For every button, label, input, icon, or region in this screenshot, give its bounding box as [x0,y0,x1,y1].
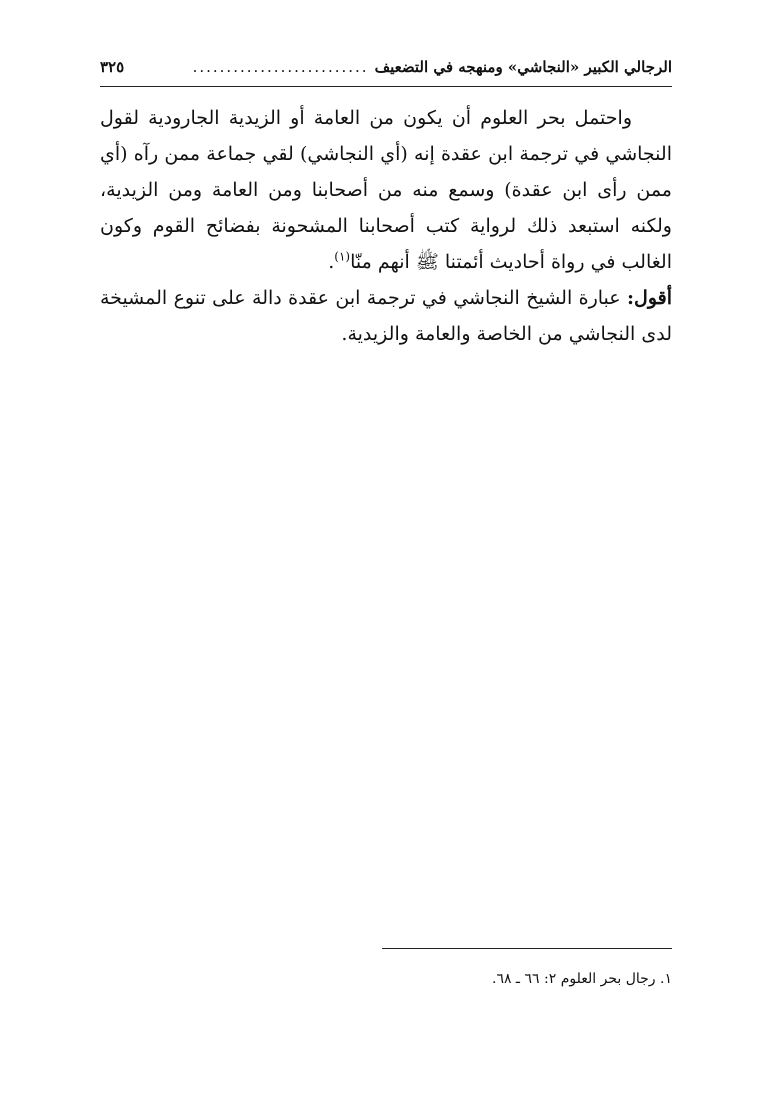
paragraph-2-lead: أقول: [627,287,672,309]
footnote-ref-1[interactable]: (١) [334,249,351,264]
header-divider [100,86,672,87]
paragraph-1 [100,100,672,280]
paragraph-1-end: . [328,251,335,273]
running-header [100,58,672,88]
paragraph-2 [100,280,672,352]
header-leader-dots: .......................... [192,58,369,76]
header-title: الرجالي الكبير «النجاشي» ومنهجه في التضعيف [374,58,672,76]
page-number: ٣٢٥ [100,58,125,76]
footnote-divider [382,948,672,949]
paragraph-2-text: عبارة الشيخ النجاشي في ترجمة ابن عقدة دالة على تنوع المشيخة لدى النجاشي من الخاصة والعامة والزيدية. [100,287,672,345]
paragraph-1-text: واحتمل بحر العلوم أن يكون من العامة أو الزيدية الجارودية لقول النجاشي في ترجمة ابن عقدة إنه (أي النجاشي) لقي جماعة ممن رآه (أي ممن رأى ابن عقدة) وسمع منه من أصحابنا ومن العامة ومن الزيدية، ولكنه استبعد ذلك لرواية كتب أصحابنا المشحونة بفضائح القوم وكون الغالب في رواة أحاديث أئمتنا ﷺ أنهم منّا [100,107,672,273]
footnote-1: ١. رجال بحر العلوم ٢: ٦٦ ـ ٦٨. [491,971,672,987]
main-text [100,100,672,352]
